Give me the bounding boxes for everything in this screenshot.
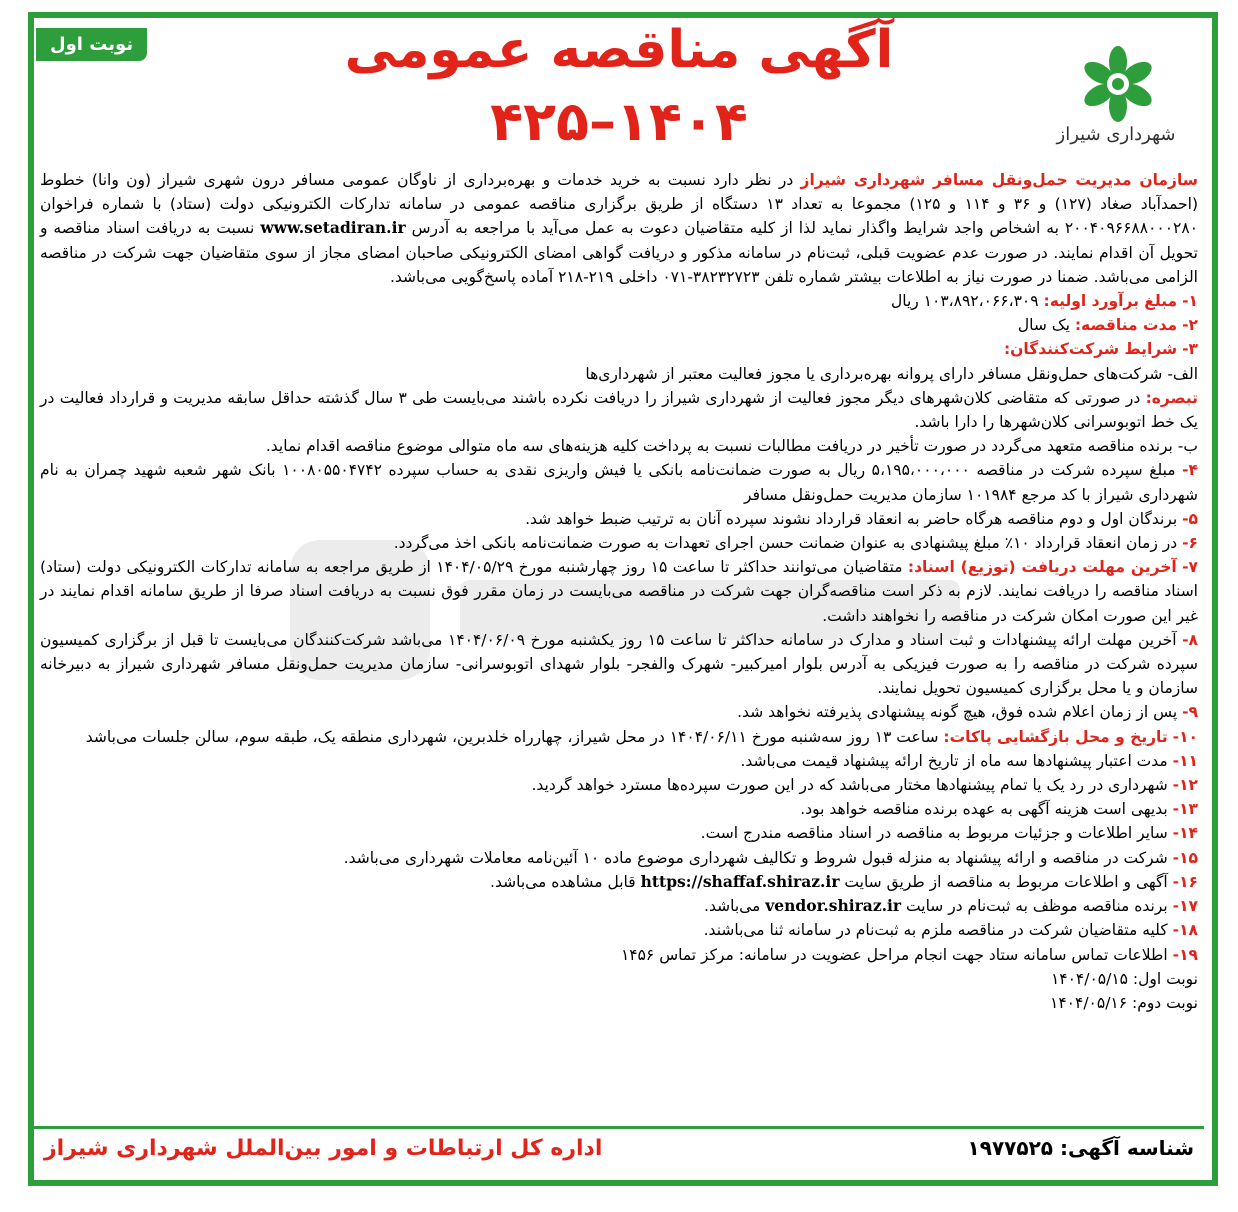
item-label: شرایط شرکت‌کنندگان: [1003,340,1178,359]
item-number: ۱۳- [1172,800,1198,819]
item-label: تاریخ و محل بازگشایی پاکات: [943,727,1168,746]
footer-divider [34,1126,1204,1129]
item-number: ۶- [1182,534,1198,553]
note-label: تبصره: [1145,388,1198,407]
shaffaf-link[interactable]: https://shaffaf.shiraz.ir [640,871,840,891]
condition-a: الف- شرکت‌های حمل‌ونقل مسافر دارای پروانه بهره‌برداری یا مجوز فعالیت معتبر از شهرداری‌ها [585,364,1198,383]
list-item [40,507,1198,531]
item-text: برنده مناقصه موظف به ثبت‌نام در سایت [906,897,1168,916]
item-text: متقاضیان می‌توانند حداکثر تا ساعت ۱۵ روز چهارشنبه مورخ ۱۴۰۴/۰۵/۲۹ از طریق مراجعه به سامانه تدارکات الکترونیکی دولت (ستاد) اسناد مناقصه را دریافت نمایند. لازم به ذکر است مناقصه‌گران جهت شرکت در مناقصه می‌بایست در زمان مقرر فوق نسبت به دریافت اسناد صرفا از طریق سامانه اقدام نمایند در غیر این صورت امکان شرکت در مناقصه را نخواهند داشت. [40,558,1198,625]
second-edition-date: نوبت دوم: ۱۴۰۴/۰۵/۱۶ [1050,993,1198,1012]
list-item [40,821,1198,845]
item-number: ۱۷- [1172,897,1198,916]
item-text: شهرداری در رد یک یا تمام پیشنهادها مختار می‌باشد که در این صورت سپرده‌ها مسترد خواهد گردید. [531,776,1168,795]
item-label: آخرین مهلت دریافت (توزیع) اسناد: [907,558,1177,577]
item-text: قابل مشاهده می‌باشد. [490,872,636,891]
list-item [40,773,1198,797]
list-item [40,289,1198,313]
item-text: برندگان اول و دوم مناقصه هرگاه حاضر به انعقاد قرارداد نشوند سپرده آنان به ترتیب ضبط خواهد شد. [525,509,1178,528]
notice-body [40,168,1198,1015]
item-number: ۱۸- [1172,921,1198,940]
item-text: اطلاعات تماس سامانه ستاد جهت انجام مراحل عضویت در سامانه: مرکز تماس ۱۴۵۶ [620,945,1168,964]
list-item [40,531,1198,555]
vendor-link[interactable]: vendor.shiraz.ir [765,896,902,916]
list-item [40,337,1198,361]
list-item [40,894,1198,918]
list-item [40,725,1198,749]
item-label: مدت مناقصه: [1074,316,1178,335]
edition-badge: نوبت اول [36,28,147,61]
item-text: پس از زمان اعلام شده فوق، هیچ گونه پیشنهادی پذیرفته نخواهد شد. [737,703,1178,722]
list-item [40,918,1198,942]
tender-number: ۴۲۵–۱۴۰۴ [490,90,748,153]
intro-text: در نظر دارد نسبت به خرید خدمات و بهره‌برداری از ناوگان عمومی مسافر درون شهری شیراز (ون وانا) خطوط (احمدآباد صغاد (۱۲۷) و ۳۶ و ۱۱۴ و ۱۲۵) مجموعا به تعداد ۱۳ دستگاه از طریق برگزاری مناقصه عمومی در سامانه تدارکات الکترونیکی دولت (ستاد) با شماره فراخوان ۲۰۰۴۰۹۶۶۸۸۰۰۰۲۸۰ به اشخاص واجد شرایط واگذار نماید لذا از کلیه متقاضیان دعوت به عمل می‌آید با مراجعه به آدرس [40,171,1199,238]
list-item [40,555,1198,628]
item-text: می‌باشد. [704,897,761,916]
item-number: ۳- [1182,340,1198,359]
item-text: آخرین مهلت ارائه پیشنهادات و ثبت اسناد و مدارک در سامانه حداکثر تا ساعت ۱۵ روز یکشنبه مورخ ۱۴۰۴/۰۶/۰۹ می‌باشد شرکت‌کنندگان می‌بایست تا قبل از برگزاری کمیسیون سپرده شرکت در مناقصه را به صورت فیزیکی به آدرس بلوار امیرکبیر- شهرک والفجر- بلوار شهدای اتوبوسرانی- سازمان مدیریت حمل‌ونقل مسافر شهرداری شیراز به دبیرخانه سازمان و یا محل برگزاری کمیسیون تحویل نمایند. [40,630,1198,698]
ad-id: شناسه آگهی: ۱۹۷۷۵۲۵ [967,1136,1194,1160]
item-number: ۱۹- [1172,945,1198,964]
list-item [40,797,1198,821]
item-label: مبلغ برآورد اولیه: [1043,292,1178,311]
item-text: آگهی و اطلاعات مربوط به مناقصه از طریق سایت [844,872,1168,891]
page-title: آگهی مناقصه عمومی [344,20,894,80]
item-text: سایر اطلاعات و جزئیات مربوط به مناقصه در اسناد مناقصه مندرج است. [700,824,1168,843]
item-number: ۱- [1182,292,1198,311]
item-number: ۱۴- [1172,824,1198,843]
list-item [40,313,1198,337]
item-number: ۱۶- [1172,872,1198,891]
item-text: کلیه متقاضیان شرکت در مناقصه ملزم به ثبت‌نام در سامانه ثنا می‌باشند. [703,921,1168,940]
item-text: بدیهی است هزینه آگهی به عهده برنده مناقصه خواهد بود. [800,800,1168,819]
item-number: ۱۰- [1172,727,1198,746]
setad-link[interactable]: www.setadiran.ir [260,218,406,238]
intro-text-2: نسبت به دریافت اسناد مناقصه و تحویل آن اقدام نمایند. در صورت عدم عضویت قبلی، ثبت‌نام در سامانه مذکور و دریافت گواهی امضای الکترونیکی صاحبان امضای مجاز از سوی متقاضیان جهت شرکت در مناقصه الزامی می‌باشد. ضمنا در صورت نیاز به اطلاعات بیشتر شماره تلفن ۳۸۲۳۲۷۲۳-۰۷۱ داخلی ۲۱۹-۲۱۸ آماده پاسخ‌گویی می‌باشد. [40,219,1198,286]
list-item [40,628,1198,701]
condition-note [40,386,1198,434]
first-edition-date: نوبت اول: ۱۴۰۴/۰۵/۱۵ [1050,969,1198,988]
item-number: ۷- [1182,558,1199,577]
list-item [40,943,1198,967]
item-number: ۵- [1182,509,1198,528]
item-text: مبلغ سپرده شرکت در مناقصه ۵،۱۹۵،۰۰۰،۰۰۰ ریال به صورت ضمانت‌نامه بانکی یا فیش واریزی نقدی به حساب سپرده ۱۰۰۸۰۵۵۰۴۷۴۲ بانک شهر شعبه شهید چمران به نام شهرداری شیراز با کد مرجع ۱۰۱۹۸۴ سازمان مدیریت حمل‌ونقل مسافر [40,461,1198,504]
item-number: ۲- [1182,316,1198,335]
list-item [40,870,1198,894]
item-text: مدت اعتبار پیشنهادها سه ماه از تاریخ ارائه پیشنهاد قیمت می‌باشد. [740,751,1168,770]
item-text: یک سال [1017,316,1070,335]
list-item [40,700,1198,724]
item-number: ۱۵- [1172,848,1198,867]
list-item [40,458,1198,506]
item-number: ۸- [1182,630,1198,649]
condition-b: ب- برنده مناقصه متعهد می‌گردد در صورت تأخیر در دریافت مطالبات نسبت به پرداخت کلیه هزینه‌های سه ماه متوالی موضوع مناقصه اقدام نماید. [265,437,1198,456]
organization-name: سازمان مدیریت حمل‌ونقل مسافر شهرداری شیراز [800,171,1199,189]
list-item [40,749,1198,773]
list-item [40,846,1198,870]
item-text: ساعت ۱۳ روز سه‌شنبه مورخ ۱۴۰۴/۰۶/۱۱ در محل شیراز، چهارراه خلدبرین، شهرداری منطقه یک، طبقه سوم، سالن جلسات می‌باشد [85,727,939,746]
item-text: شرکت در مناقصه و ارائه پیشنهاد به منزله قبول شروط و تکالیف شهرداری موضوع ماده ۱۰ آئین‌نامه معاملات شهرداری می‌باشد. [343,848,1168,867]
item-number: ۹- [1182,703,1198,722]
note-text: در صورتی که متقاضی کلان‌شهرهای دیگر مجوز فعالیت از شهرداری شیراز را دریافت نکرده باشند می‌بایست طی ۳ سال گذشته حداقل سابقه مدیریت و قرارداد فعالیت در یک خط اتوبوسرانی کلان‌شهرها را دارا باشد. [40,388,1198,432]
item-number: ۱۲- [1172,776,1198,795]
item-number: ۴- [1182,461,1199,480]
item-text: در زمان انعقاد قرارداد ۱۰٪ مبلغ پیشنهادی به عنوان ضمانت حسن اجرای تعهدات به صورت ضمانت‌نامه بانکی اخذ می‌گردد. [393,534,1178,553]
issuing-office: اداره کل ارتباطات و امور بین‌الملل شهرداری شیراز [44,1136,603,1161]
logo-caption: شهرداری شیراز [1056,124,1176,145]
intro-paragraph [40,168,1198,289]
item-number: ۱۱- [1172,751,1198,770]
item-text: ۱۰۳،۸۹۲،۰۶۶،۳۰۹ ریال [890,292,1039,311]
